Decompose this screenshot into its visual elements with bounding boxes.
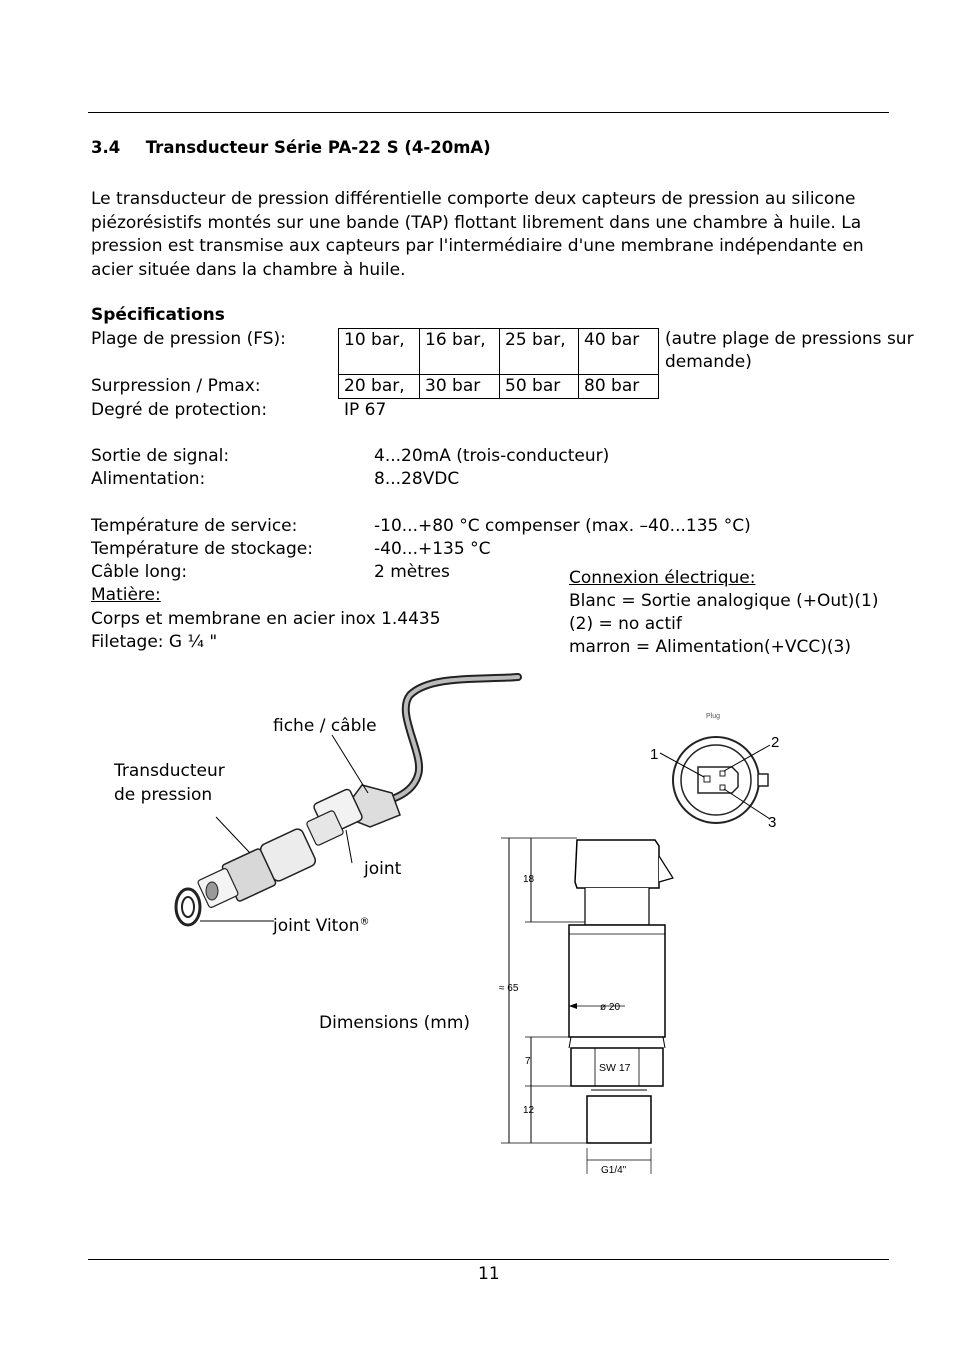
- range-note-1: (autre plage de pressions sur: [665, 329, 914, 349]
- joint-label: joint: [364, 859, 402, 879]
- plug-leader: [332, 735, 368, 793]
- overpressure-label: Surpression / Pmax:: [91, 376, 261, 396]
- dim-d20-label: ø 20: [600, 1002, 621, 1013]
- range-cell: 40 bar: [579, 329, 659, 375]
- protection-label: Degré de protection:: [91, 400, 268, 420]
- connection-line-3: marron = Alimentation(+VCC)(3): [569, 637, 851, 657]
- pin-2-label: 2: [771, 734, 780, 751]
- range-cell: 16 bar,: [420, 329, 500, 375]
- dim-sw17-label: SW 17: [599, 1062, 631, 1074]
- dim-g14-label: G1/4": [601, 1165, 627, 1176]
- protection-value: IP 67: [344, 400, 387, 420]
- transducer-body: [197, 827, 317, 908]
- joint-leader: [346, 830, 352, 863]
- section-number: 3.4: [91, 138, 121, 157]
- pin-1-label: 1: [650, 746, 659, 763]
- dim-7-label: 7: [525, 1056, 531, 1067]
- cable-shape: [375, 677, 518, 805]
- service-temp-value: -10...+80 °C compenser (max. –40...135 °C): [374, 516, 751, 536]
- range-row: [339, 329, 659, 375]
- connector-latch: [659, 856, 673, 882]
- registered-mark: ®: [359, 916, 370, 928]
- dim-18-label: 18: [523, 874, 535, 885]
- plug-caption: Plug: [706, 713, 721, 720]
- pin-1: [704, 776, 710, 782]
- overpressure-cell: 50 bar: [500, 375, 579, 399]
- connector-neck: [585, 888, 649, 925]
- material-label: Matière:: [91, 585, 161, 605]
- dimensions-label: Dimensions (mm): [319, 1013, 471, 1033]
- viton-label-text: joint Viton: [273, 916, 360, 936]
- cable-value: 2 mètres: [374, 562, 450, 582]
- transducer-label-2: de pression: [114, 785, 213, 805]
- plug-cable-label: fiche / câble: [273, 716, 377, 736]
- transducer-label-1: Transducteur: [114, 761, 225, 781]
- cable-highlight: [375, 677, 518, 805]
- section-title: Transducteur Série PA-22 S (4-20mA): [145, 138, 491, 157]
- signal-value: 4...20mA (trois-conducteur): [374, 446, 610, 466]
- dimensions-drawing: [495, 830, 685, 1180]
- pin-3-label: 3: [768, 814, 777, 831]
- page-number: 11: [478, 1264, 500, 1284]
- dim-12-label: 12: [523, 1105, 535, 1116]
- storage-temp-label: Température de stockage:: [91, 539, 313, 559]
- hex-chamfer: [569, 1037, 665, 1048]
- transducer-illustration: [100, 665, 540, 965]
- plug-connector: [306, 785, 400, 846]
- overpressure-cell: 20 bar,: [339, 375, 420, 399]
- supply-label: Alimentation:: [91, 469, 206, 489]
- overpressure-cell: 30 bar: [420, 375, 500, 399]
- connector-head: [575, 840, 659, 888]
- plug-pin-diagram: [640, 705, 790, 835]
- service-temp-label: Température de service:: [91, 516, 298, 536]
- material-value: Corps et membrane en acier inox 1.4435: [91, 609, 441, 629]
- range-cell: 10 bar,: [339, 329, 420, 375]
- supply-value: 8...28VDC: [374, 469, 460, 489]
- storage-temp-value: -40...+135 °C: [374, 539, 491, 559]
- range-label: Plage de pression (FS):: [91, 329, 286, 349]
- pressure-table: [338, 328, 659, 399]
- signal-label: Sortie de signal:: [91, 446, 230, 466]
- transducer-leader: [216, 817, 250, 853]
- connection-line-1: Blanc = Sortie analogique (+Out)(1): [569, 591, 879, 611]
- range-cell: 25 bar,: [500, 329, 579, 375]
- connection-title: Connexion électrique:: [569, 568, 756, 588]
- thread-label: Filetage: G ¼ ": [91, 632, 218, 652]
- overpressure-cell: 80 bar: [579, 375, 659, 399]
- intro-paragraph: Le transducteur de pression différentielle comporte deux capteurs de pression au silicone piézorésistifs montés sur une bande (TAP) flottant librement dans une chambre à huile. La pression est transmise aux capteurs par l'intermédiaire d'une membrane indépendante en acier située dans la chambre à huile.: [91, 189, 864, 280]
- connection-line-2: (2) = no actif: [569, 614, 682, 634]
- cable-label: Câble long:: [91, 562, 188, 582]
- dim-65-label: ≈ 65: [499, 983, 519, 994]
- viton-ring: [176, 889, 200, 925]
- housing-body: [569, 925, 665, 1037]
- thread: [587, 1096, 651, 1143]
- header-rule: [88, 112, 889, 113]
- pin-2: [720, 771, 725, 776]
- section-heading: [91, 138, 491, 157]
- range-note-2: demande): [665, 352, 752, 372]
- overpressure-row: [339, 375, 659, 399]
- footer-rule: [88, 1259, 889, 1260]
- specs-heading: Spécifications: [91, 305, 225, 325]
- plug-key: [758, 774, 768, 786]
